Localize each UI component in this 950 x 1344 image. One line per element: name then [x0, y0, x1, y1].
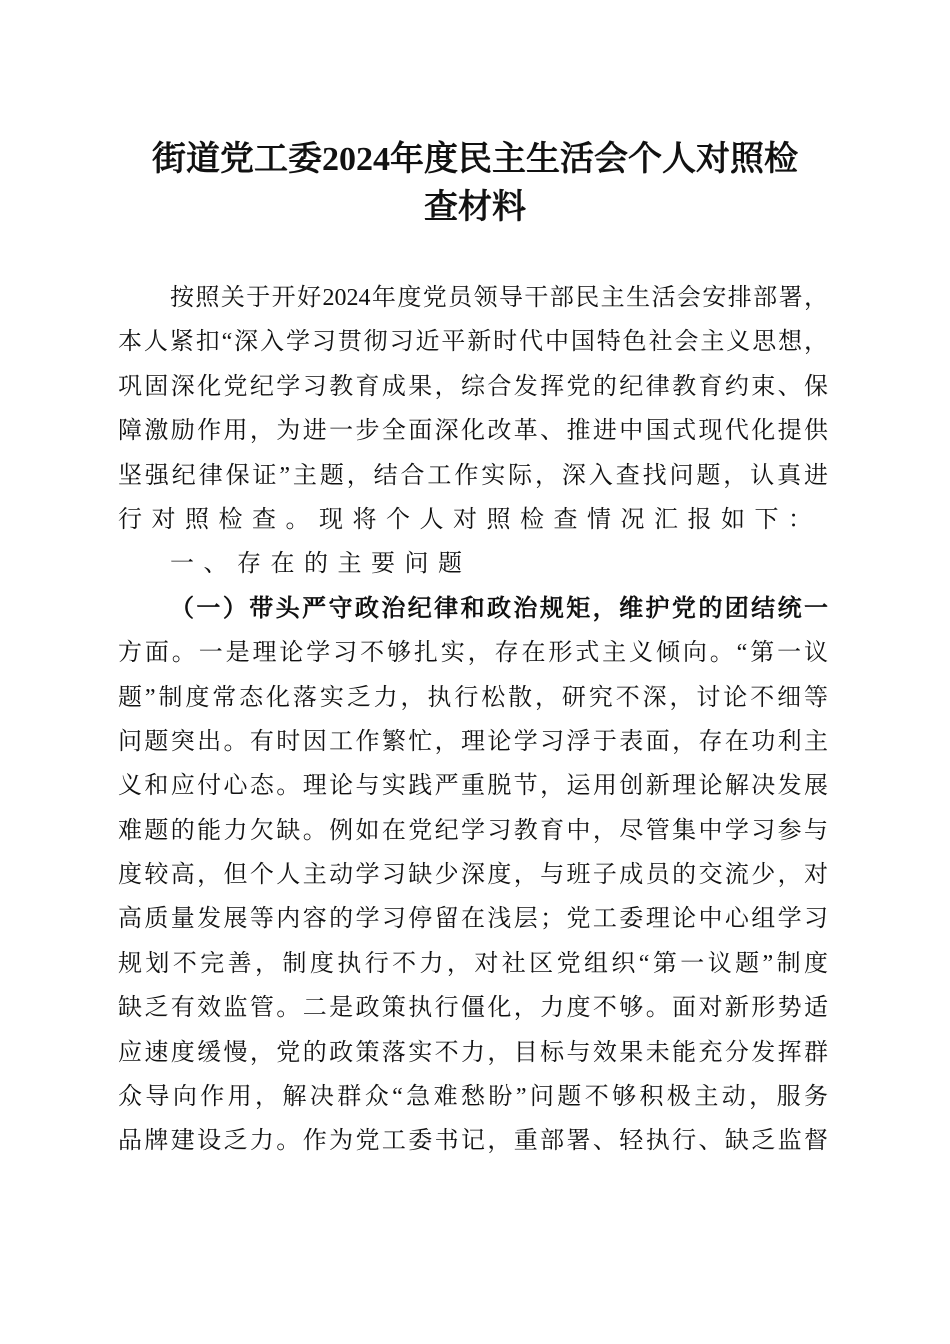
- text-line: 巩固深化党纪学习教育成果，综合发挥党的纪律教育约束、保: [118, 373, 828, 400]
- document-title-line-1: 街道党工委2024年度民主生活会个人对照检: [152, 141, 798, 178]
- section-heading: 一、存在的主要问题: [170, 551, 472, 578]
- document-body: [118, 276, 828, 1164]
- text-line: 缺乏有效监管。二是政策执行僵化，力度不够。面对新形势适: [118, 995, 828, 1022]
- text-line: 行对照检查。现将个人对照检查情况汇报如下：: [118, 506, 822, 533]
- document-title-line-2: 查材料: [424, 189, 526, 226]
- text-line: 问题突出。有时因工作繁忙，理论学习浮于表面，存在功利主: [118, 728, 828, 755]
- text-line: （一）带头严守政治纪律和政治规矩，维护党的团结统一: [170, 595, 828, 622]
- text-line: 高质量发展等内容的学习停留在浅层；党工委理论中心组学习: [118, 906, 828, 933]
- text-line: 众导向作用，解决群众“急难愁盼”问题不够积极主动，服务: [118, 1084, 828, 1111]
- text-line: 度较高，但个人主动学习缺少深度，与班子成员的交流少，对: [118, 862, 828, 889]
- text-line: 方面。一是理论学习不够扎实，存在形式主义倾向。“第一议: [118, 640, 828, 667]
- text-line: 义和应付心态。理论与实践严重脱节，运用创新理论解决发展: [118, 773, 828, 800]
- text-line: 难题的能力欠缺。例如在党纪学习教育中，尽管集中学习参与: [118, 817, 828, 844]
- text-line: 题”制度常态化落实乏力，执行松散，研究不深，讨论不细等: [118, 684, 828, 711]
- text-line: 坚强纪律保证”主题，结合工作实际，深入查找问题，认真进: [118, 462, 828, 489]
- text-line: 规划不完善，制度执行不力，对社区党组织“第一议题”制度: [118, 950, 828, 977]
- text-line: 应速度缓慢，党的政策落实不力，目标与效果未能充分发挥群: [118, 1039, 828, 1066]
- text-line: 品牌建设乏力。作为党工委书记，重部署、轻执行、缺乏监督: [118, 1128, 828, 1155]
- text-line: 按照关于开好2024年度党员领导干部民主生活会安排部署，: [170, 285, 828, 311]
- text-line: 本人紧扣“深入学习贯彻习近平新时代中国特色社会主义思想，: [118, 329, 828, 356]
- text-line: 障激励作用，为进一步全面深化改革、推进中国式现代化提供: [118, 418, 828, 445]
